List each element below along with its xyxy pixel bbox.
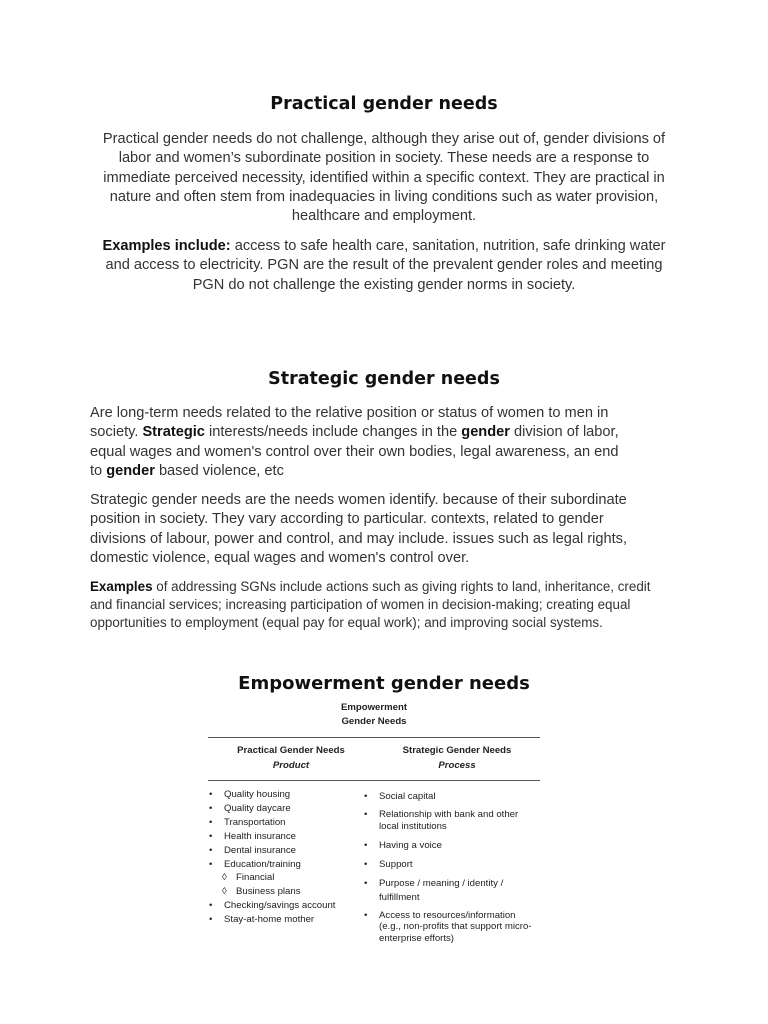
bold-term: gender <box>461 424 510 441</box>
column-header-strategic <box>374 745 540 771</box>
empowerment-heading: Empowerment gender needs <box>238 673 530 694</box>
table-title <box>208 702 540 727</box>
text-span: interests/needs include changes in the <box>204 424 462 441</box>
text-span: access to safe health care, sanitation, nutrition, safe drinking water <box>230 238 666 254</box>
list-item-text: Transportation <box>224 816 286 828</box>
list-item-text: Purpose / meaning / identity / fulfillment <box>379 877 504 903</box>
list-item <box>363 877 540 905</box>
strategic-paragraph-2 <box>90 491 690 568</box>
bullet-icon: • <box>209 914 213 926</box>
table-rule <box>208 780 540 781</box>
list-item-text: Quality housing <box>224 789 291 800</box>
strategic-heading: Strategic gender needs <box>268 369 500 389</box>
text-line: PGN do not challenge the existing gender norms in society. <box>192 276 576 293</box>
bullet-icon: • <box>209 844 213 856</box>
text-line: divisions of labour, power and control, and may include. issues such as legal rights, <box>90 530 628 547</box>
list-item-text: Quality daycare <box>224 802 291 814</box>
list-item <box>208 871 368 885</box>
bullet-icon: • <box>364 839 368 851</box>
text-line: nature and often stem from inadequacies in living conditions such as water provision, <box>109 188 659 205</box>
column-header-practical <box>208 745 374 771</box>
strategic-paragraph-3 <box>90 578 710 631</box>
bullet-icon: • <box>209 858 213 870</box>
text-line: Strategic gender needs are the needs women identify. because of their subordinate <box>90 492 627 508</box>
list-item <box>363 910 540 945</box>
column-subtitle: Process <box>438 760 476 771</box>
bold-term: Strategic <box>142 424 205 441</box>
text-line: immediate perceived necessity, identified within a specific context. They are practical in <box>103 169 665 186</box>
bullet-icon: • <box>364 858 368 870</box>
practical-paragraph <box>60 130 708 226</box>
list-item-text: Checking/savings account <box>224 900 336 912</box>
list-item <box>363 858 540 872</box>
list-item-text: Social capital <box>379 791 436 802</box>
strategic-needs-list <box>363 790 540 944</box>
text-span: to <box>90 462 107 479</box>
list-item <box>208 858 368 872</box>
table-title-line: Gender Needs <box>341 716 407 727</box>
list-item-text: Dental insurance <box>224 844 296 856</box>
text-line: opportunities to employment (equal pay for equal work); and improving social systems. <box>90 614 603 630</box>
list-item-text: Education/training <box>224 858 301 870</box>
text-line: labor and women’s subordinate position in society. These needs are a response to <box>118 150 650 167</box>
empowerment-table <box>208 698 540 944</box>
text-line: and access to electricity. PGN are the result of the prevalent gender roles and meeting <box>105 257 663 274</box>
list-item-text: Stay-at-home mother <box>224 914 315 926</box>
examples-label: Examples <box>90 579 153 594</box>
practical-needs-list <box>208 788 368 927</box>
list-item-text: Business plans <box>236 886 301 898</box>
text-line <box>90 578 710 596</box>
list-item-text: Access to resources/information (e.g., non-profits that support micro-enterprise efforts) <box>379 909 532 944</box>
text-line: Practical gender needs do not challenge, although they arise out of, gender divisions of <box>102 131 666 147</box>
list-item-text: Relationship with bank and other local institutions <box>379 808 519 832</box>
text-line <box>90 462 690 481</box>
bullet-icon: • <box>364 877 368 889</box>
list-item <box>208 885 368 899</box>
text-line: equal wages and women's control over their own bodies, legal awareness, an end <box>90 443 619 460</box>
text-line: Are long-term needs related to the relative position or status of women to men in <box>90 405 609 421</box>
list-item <box>208 816 368 830</box>
list-item <box>363 790 540 804</box>
text-line: domestic violence, equal wages and women's control over. <box>90 549 470 566</box>
diamond-icon: ◊ <box>222 872 227 884</box>
text-line: and financial services; increasing participation of women in decision-making; creating equal <box>90 596 631 612</box>
column-title: Practical Gender Needs <box>237 745 345 756</box>
list-item <box>208 788 368 802</box>
bold-term: gender <box>106 462 155 479</box>
list-item <box>363 809 540 833</box>
bullet-icon: • <box>209 802 213 814</box>
text-span: division of labor, <box>509 424 619 441</box>
list-item <box>208 844 368 858</box>
diamond-icon: ◊ <box>222 886 227 898</box>
list-item-text: Financial <box>236 872 275 884</box>
list-item-text: Support <box>379 858 413 870</box>
list-item <box>208 802 368 816</box>
practical-examples <box>60 237 708 295</box>
text-line <box>60 237 708 256</box>
bullet-icon: • <box>209 830 213 842</box>
bullet-icon: • <box>209 816 213 828</box>
column-subtitle: Product <box>272 760 310 771</box>
bullet-icon: • <box>209 789 213 800</box>
bullet-icon: • <box>209 900 213 912</box>
examples-label: Examples include: <box>102 238 231 254</box>
list-item-text: Health insurance <box>224 830 296 842</box>
strategic-paragraph-1 <box>90 404 690 481</box>
bullet-icon: • <box>364 909 368 921</box>
text-span: of addressing SGNs include actions such as giving rights to land, inheritance, credit <box>152 579 651 594</box>
text-line: healthcare and employment. <box>291 208 477 225</box>
text-line: position in society. They vary according to particular. contexts, related to gender <box>90 511 604 528</box>
table-title-line: Empowerment <box>340 702 408 713</box>
column-title: Strategic Gender Needs <box>402 745 512 756</box>
text-span: based violence, etc <box>154 462 284 479</box>
bullet-icon: • <box>364 791 368 802</box>
bullet-icon: • <box>364 808 368 820</box>
text-line <box>90 423 690 442</box>
list-item <box>208 899 368 913</box>
list-item-text: Having a voice <box>379 839 442 851</box>
list-item <box>208 913 368 927</box>
list-item <box>208 830 368 844</box>
list-item <box>363 839 540 853</box>
text-span: society. <box>90 424 143 441</box>
practical-heading: Practical gender needs <box>270 94 498 114</box>
table-rule <box>208 737 540 738</box>
